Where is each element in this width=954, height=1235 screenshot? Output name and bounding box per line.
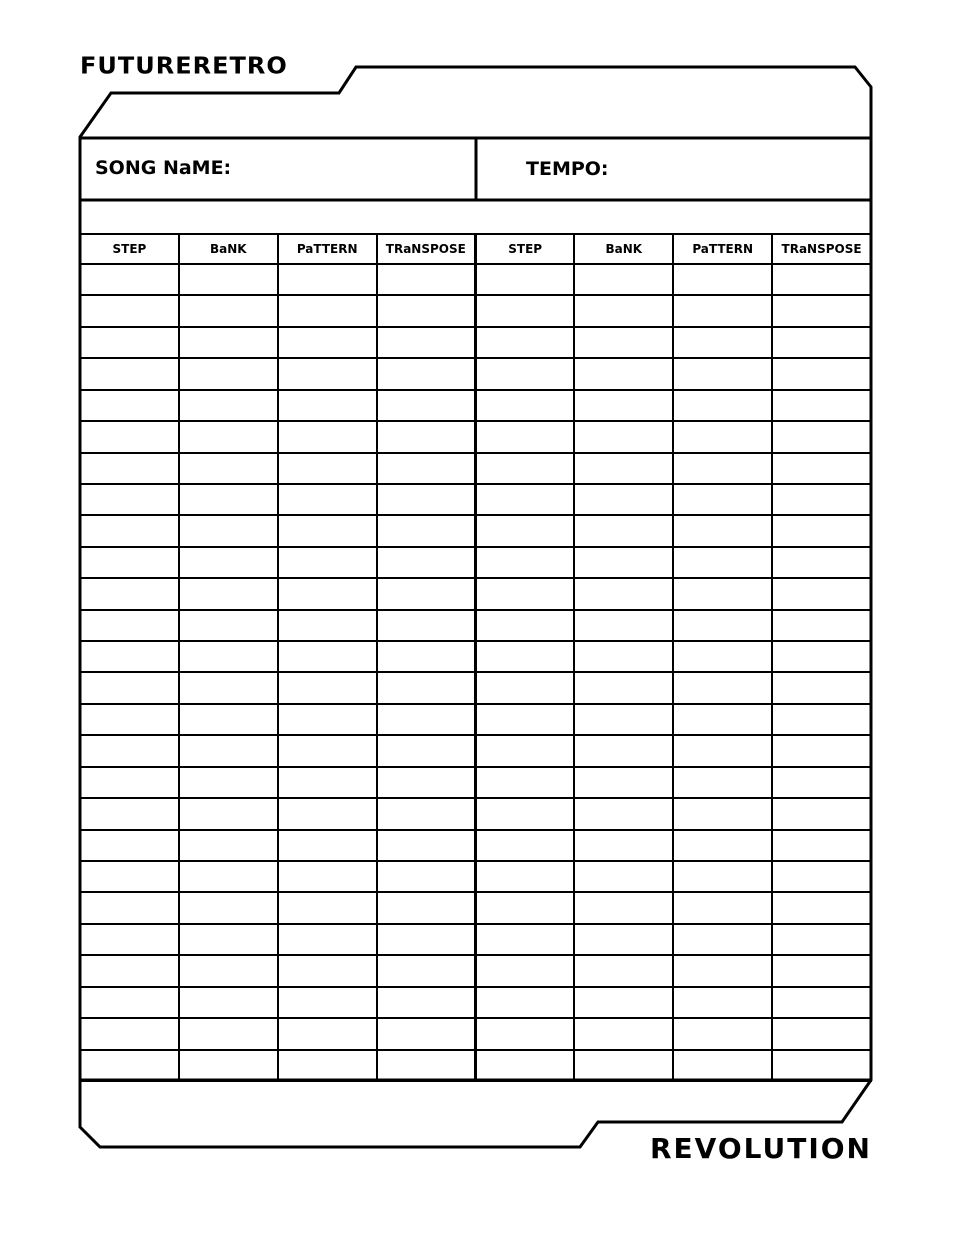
entry-cell[interactable] (772, 484, 871, 515)
entry-cell[interactable] (772, 861, 871, 892)
entry-cell[interactable] (179, 515, 278, 546)
table-row (80, 735, 871, 766)
entry-cell[interactable] (673, 295, 772, 326)
entry-cell[interactable] (574, 830, 673, 861)
entry-cell[interactable] (476, 767, 575, 798)
entry-cell[interactable] (278, 830, 377, 861)
entry-cell[interactable] (278, 327, 377, 358)
entry-cell[interactable] (574, 1018, 673, 1049)
entry-cell[interactable] (673, 484, 772, 515)
table-header-row (80, 234, 871, 264)
entry-cell[interactable] (377, 358, 476, 389)
entry-cell[interactable] (574, 798, 673, 829)
table-row (80, 767, 871, 798)
entry-cell[interactable] (179, 767, 278, 798)
entry-cell[interactable] (377, 892, 476, 923)
entry-cell[interactable] (574, 547, 673, 578)
entry-cell[interactable] (772, 295, 871, 326)
entry-cell[interactable] (673, 390, 772, 421)
entry-cell[interactable] (179, 484, 278, 515)
entry-cell[interactable] (179, 798, 278, 829)
entry-cell[interactable] (476, 453, 575, 484)
entry-cell[interactable] (179, 735, 278, 766)
table-row (80, 578, 871, 609)
entry-cell[interactable] (80, 830, 179, 861)
entry-cell[interactable] (278, 610, 377, 641)
table-row (80, 924, 871, 955)
brand-logo-bottom: REVOLUTION (649, 1132, 872, 1165)
entry-cell[interactable] (80, 610, 179, 641)
table-row (80, 515, 871, 546)
entry-cell[interactable] (772, 358, 871, 389)
table-row (80, 421, 871, 452)
entry-cell[interactable] (278, 955, 377, 986)
entry-cell[interactable] (476, 735, 575, 766)
table-row (80, 641, 871, 672)
col-header-transpose-2: TRaNSPOSE (772, 234, 871, 264)
table-row (80, 358, 871, 389)
entry-cell[interactable] (772, 327, 871, 358)
entry-cell[interactable] (80, 767, 179, 798)
table-row (80, 390, 871, 421)
entry-cell[interactable] (772, 264, 871, 295)
entry-cell[interactable] (278, 484, 377, 515)
entry-cell[interactable] (772, 924, 871, 955)
entry-cell[interactable] (772, 704, 871, 735)
entry-cell[interactable] (80, 924, 179, 955)
entry-cell[interactable] (80, 358, 179, 389)
entry-cell[interactable] (179, 390, 278, 421)
entry-cell[interactable] (179, 578, 278, 609)
entry-cell[interactable] (278, 798, 377, 829)
entry-cell[interactable] (673, 515, 772, 546)
entry-cell[interactable] (673, 704, 772, 735)
entry-cell[interactable] (772, 515, 871, 546)
entry-cell[interactable] (179, 1018, 278, 1049)
entry-cell[interactable] (80, 327, 179, 358)
table-row (80, 1018, 871, 1049)
entry-cell[interactable] (278, 924, 377, 955)
entry-cell[interactable] (574, 484, 673, 515)
entry-cell[interactable] (377, 578, 476, 609)
entry-cell[interactable] (278, 547, 377, 578)
table-row (80, 547, 871, 578)
entry-cell[interactable] (377, 1018, 476, 1049)
table-row (80, 327, 871, 358)
entry-cell[interactable] (179, 421, 278, 452)
entry-cell[interactable] (278, 704, 377, 735)
table-row (80, 830, 871, 861)
entry-cell[interactable] (574, 453, 673, 484)
entry-cell[interactable] (80, 987, 179, 1018)
entry-cell[interactable] (179, 987, 278, 1018)
entry-cell[interactable] (377, 735, 476, 766)
entry-cell[interactable] (574, 892, 673, 923)
col-header-step: STEP (80, 234, 179, 264)
entry-cell[interactable] (476, 578, 575, 609)
entry-cell[interactable] (772, 798, 871, 829)
entry-cell[interactable] (377, 924, 476, 955)
entry-cell[interactable] (278, 578, 377, 609)
entry-cell[interactable] (476, 547, 575, 578)
entry-cell[interactable] (80, 515, 179, 546)
entry-cell[interactable] (772, 830, 871, 861)
entry-cell[interactable] (377, 704, 476, 735)
entry-cell[interactable] (476, 1050, 575, 1081)
entry-cell[interactable] (476, 358, 575, 389)
entry-cell[interactable] (574, 955, 673, 986)
entry-cell[interactable] (772, 767, 871, 798)
entry-cell[interactable] (772, 672, 871, 703)
entry-cell[interactable] (673, 358, 772, 389)
entry-cell[interactable] (179, 295, 278, 326)
entry-cell[interactable] (278, 453, 377, 484)
entry-cell[interactable] (673, 453, 772, 484)
entry-cell[interactable] (772, 735, 871, 766)
entry-cell[interactable] (80, 453, 179, 484)
entry-cell[interactable] (278, 861, 377, 892)
entry-cell[interactable] (574, 610, 673, 641)
col-header-pattern: PaTTERN (278, 234, 377, 264)
entry-cell[interactable] (278, 390, 377, 421)
entry-cell[interactable] (772, 610, 871, 641)
entry-cell[interactable] (574, 421, 673, 452)
entry-cell[interactable] (377, 955, 476, 986)
entry-cell[interactable] (772, 453, 871, 484)
entry-cell[interactable] (179, 830, 278, 861)
entry-cell[interactable] (476, 421, 575, 452)
table-row (80, 1050, 871, 1081)
entry-cell[interactable] (278, 295, 377, 326)
entry-cell[interactable] (673, 421, 772, 452)
entry-cell[interactable] (179, 1050, 278, 1081)
entry-cell[interactable] (377, 390, 476, 421)
entry-cell[interactable] (673, 1018, 772, 1049)
entry-cell[interactable] (80, 798, 179, 829)
entry-cell[interactable] (476, 955, 575, 986)
entry-cell[interactable] (80, 704, 179, 735)
entry-cell[interactable] (476, 704, 575, 735)
entry-cell[interactable] (476, 924, 575, 955)
entry-cell[interactable] (574, 264, 673, 295)
tempo-label: TEMPO: (526, 158, 609, 180)
entry-cell[interactable] (673, 672, 772, 703)
entry-cell[interactable] (476, 327, 575, 358)
entry-cell[interactable] (574, 861, 673, 892)
entry-cell[interactable] (377, 830, 476, 861)
entry-cell[interactable] (80, 547, 179, 578)
entry-cell[interactable] (673, 861, 772, 892)
table-row (80, 704, 871, 735)
entry-cell[interactable] (179, 861, 278, 892)
entry-cell[interactable] (377, 610, 476, 641)
col-header-step-2: STEP (476, 234, 575, 264)
entry-cell[interactable] (673, 578, 772, 609)
table-row (80, 987, 871, 1018)
entry-cell[interactable] (476, 264, 575, 295)
entry-cell[interactable] (80, 1050, 179, 1081)
entry-cell[interactable] (80, 264, 179, 295)
entry-cell[interactable] (80, 735, 179, 766)
col-header-bank-2: BaNK (574, 234, 673, 264)
entry-cell[interactable] (377, 547, 476, 578)
song-name-label: SONG NaME: (95, 157, 232, 179)
entry-cell[interactable] (278, 672, 377, 703)
entry-cell[interactable] (80, 641, 179, 672)
entry-cell[interactable] (476, 1018, 575, 1049)
table-row (80, 453, 871, 484)
entry-cell[interactable] (476, 987, 575, 1018)
entry-cell[interactable] (673, 892, 772, 923)
entry-cell[interactable] (278, 421, 377, 452)
entry-cell[interactable] (574, 987, 673, 1018)
entry-cell[interactable] (574, 641, 673, 672)
table-row (80, 892, 871, 923)
entry-cell[interactable] (80, 421, 179, 452)
entry-cell[interactable] (80, 861, 179, 892)
entry-cell[interactable] (772, 892, 871, 923)
entry-cell[interactable] (179, 547, 278, 578)
entry-cell[interactable] (476, 295, 575, 326)
entry-cell[interactable] (673, 641, 772, 672)
entry-cell[interactable] (476, 830, 575, 861)
entry-cell[interactable] (772, 1018, 871, 1049)
entry-cell[interactable] (772, 1050, 871, 1081)
entry-cell[interactable] (772, 547, 871, 578)
entry-cell[interactable] (278, 264, 377, 295)
entry-cell[interactable] (574, 767, 673, 798)
entry-cell[interactable] (476, 672, 575, 703)
entry-cell[interactable] (377, 515, 476, 546)
entry-cell[interactable] (80, 672, 179, 703)
entry-cell[interactable] (673, 767, 772, 798)
entry-cell[interactable] (476, 892, 575, 923)
table-row (80, 861, 871, 892)
entry-cell[interactable] (673, 264, 772, 295)
entry-cell[interactable] (80, 295, 179, 326)
entry-cell[interactable] (179, 641, 278, 672)
entry-cell[interactable] (80, 1018, 179, 1049)
table-row (80, 672, 871, 703)
entry-cell[interactable] (476, 641, 575, 672)
entry-cell[interactable] (377, 327, 476, 358)
entry-cell[interactable] (179, 453, 278, 484)
entry-cell[interactable] (673, 327, 772, 358)
col-header-pattern-2: PaTTERN (673, 234, 772, 264)
entry-cell[interactable] (80, 578, 179, 609)
entry-cell[interactable] (179, 358, 278, 389)
entry-cell[interactable] (80, 390, 179, 421)
entry-cell[interactable] (673, 830, 772, 861)
entry-cell[interactable] (574, 735, 673, 766)
entry-cell[interactable] (574, 924, 673, 955)
entry-cell[interactable] (278, 987, 377, 1018)
entry-cell[interactable] (179, 610, 278, 641)
entry-cell[interactable] (476, 515, 575, 546)
entry-cell[interactable] (377, 1050, 476, 1081)
table-row (80, 610, 871, 641)
entry-cell[interactable] (278, 358, 377, 389)
entry-cell[interactable] (377, 264, 476, 295)
entry-cell[interactable] (673, 547, 772, 578)
col-header-bank: BaNK (179, 234, 278, 264)
entry-cell[interactable] (574, 1050, 673, 1081)
entry-cell[interactable] (80, 484, 179, 515)
entry-cell[interactable] (179, 955, 278, 986)
entry-cell[interactable] (772, 390, 871, 421)
entry-cell[interactable] (574, 295, 673, 326)
entry-cell[interactable] (476, 610, 575, 641)
entry-cell[interactable] (772, 641, 871, 672)
entry-cell[interactable] (476, 390, 575, 421)
entry-cell[interactable] (574, 358, 673, 389)
table-row (80, 798, 871, 829)
entry-cell[interactable] (278, 735, 377, 766)
entry-cell[interactable] (80, 892, 179, 923)
entry-cell[interactable] (673, 798, 772, 829)
entry-cell[interactable] (772, 578, 871, 609)
song-steps-table (79, 233, 872, 1082)
table-row (80, 264, 871, 295)
entry-cell[interactable] (179, 672, 278, 703)
entry-cell[interactable] (179, 327, 278, 358)
entry-cell[interactable] (278, 767, 377, 798)
entry-cell[interactable] (476, 798, 575, 829)
entry-cell[interactable] (673, 924, 772, 955)
entry-cell[interactable] (574, 578, 673, 609)
entry-cell[interactable] (377, 798, 476, 829)
entry-cell[interactable] (278, 1050, 377, 1081)
entry-cell[interactable] (278, 515, 377, 546)
entry-cell[interactable] (574, 327, 673, 358)
table-row (80, 484, 871, 515)
brand-logo-top: FUTURERETRO (80, 52, 288, 80)
entry-cell[interactable] (673, 955, 772, 986)
entry-cell[interactable] (377, 641, 476, 672)
entry-cell[interactable] (80, 955, 179, 986)
entry-cell[interactable] (179, 704, 278, 735)
entry-cell[interactable] (673, 610, 772, 641)
entry-cell[interactable] (476, 861, 575, 892)
table-row (80, 955, 871, 986)
entry-cell[interactable] (377, 484, 476, 515)
entry-cell[interactable] (377, 421, 476, 452)
entry-cell[interactable] (179, 264, 278, 295)
entry-cell[interactable] (476, 484, 575, 515)
entry-cell[interactable] (377, 453, 476, 484)
entry-cell[interactable] (772, 987, 871, 1018)
col-header-transpose: TRaNSPOSE (377, 234, 476, 264)
entry-cell[interactable] (772, 955, 871, 986)
entry-cell[interactable] (377, 987, 476, 1018)
entry-cell[interactable] (377, 767, 476, 798)
entry-cell[interactable] (377, 295, 476, 326)
entry-cell[interactable] (278, 641, 377, 672)
entry-cell[interactable] (377, 672, 476, 703)
entry-cell[interactable] (574, 515, 673, 546)
entry-cell[interactable] (673, 735, 772, 766)
entry-cell[interactable] (574, 704, 673, 735)
entry-cell[interactable] (574, 390, 673, 421)
entry-cell[interactable] (673, 1050, 772, 1081)
table-row (80, 295, 871, 326)
entry-cell[interactable] (772, 421, 871, 452)
entry-cell[interactable] (278, 1018, 377, 1049)
entry-cell[interactable] (574, 672, 673, 703)
entry-cell[interactable] (673, 987, 772, 1018)
entry-cell[interactable] (377, 861, 476, 892)
entry-cell[interactable] (278, 892, 377, 923)
entry-cell[interactable] (179, 924, 278, 955)
entry-cell[interactable] (179, 892, 278, 923)
